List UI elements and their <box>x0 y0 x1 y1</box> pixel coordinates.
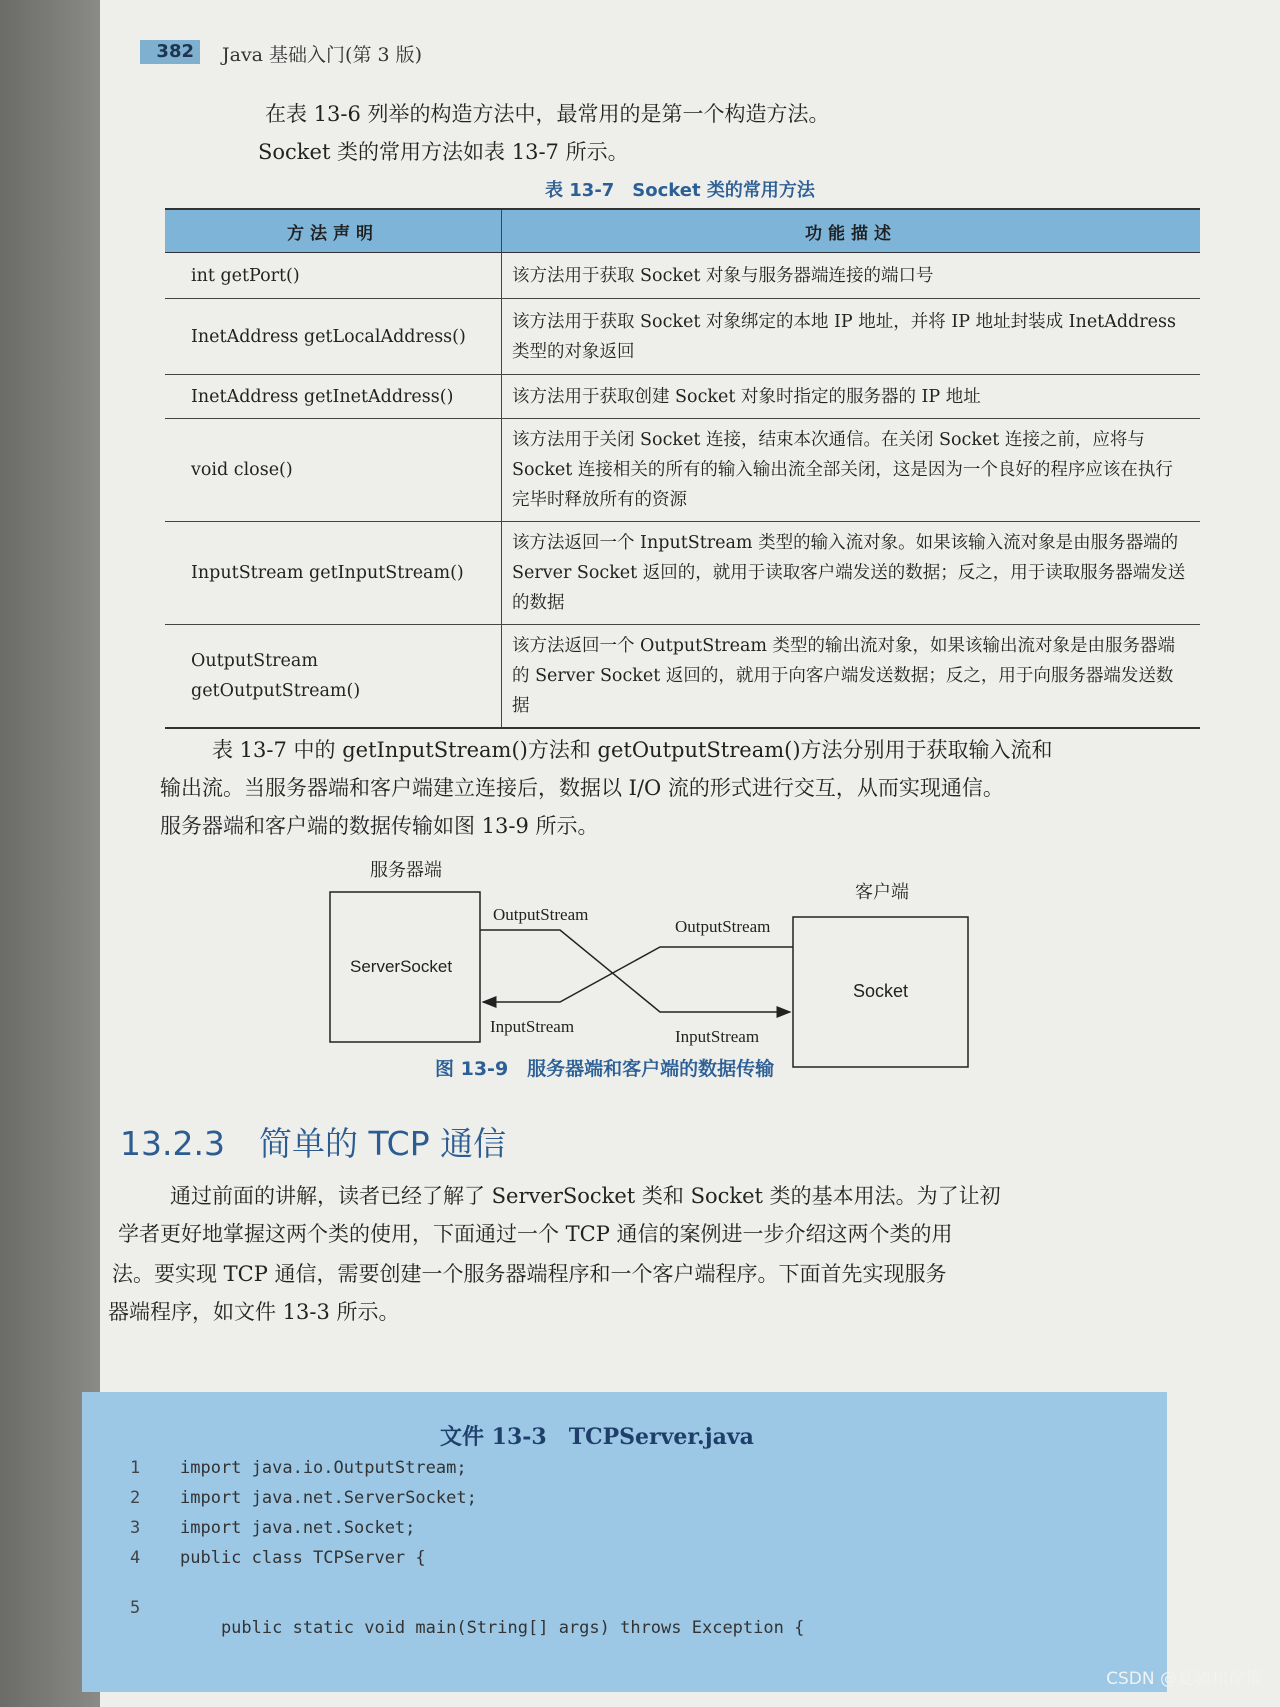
para2-line-2: 输出流。当服务器端和客户端建立连接后，数据以 I/O 流的形式进行交互，从而实现通信。 <box>160 776 1004 800</box>
page-number: 382 <box>140 40 200 64</box>
server-socket-label: ServerSocket <box>350 957 453 976</box>
table-row <box>165 522 1200 625</box>
table-row <box>165 419 1200 522</box>
line-number: 3 <box>130 1518 141 1538</box>
client-output-stream-label: OutputStream <box>675 917 771 936</box>
client-socket-label: Socket <box>853 981 909 1001</box>
figure-caption: 图 13-9 服务器端和客户端的数据传输 <box>435 1058 775 1080</box>
code-file-title: 文件 13-3 TCPServer.java <box>440 1424 754 1450</box>
server-side-label: 服务器端 <box>370 860 442 880</box>
section-heading <box>120 1118 506 1165</box>
line-number: 1 <box>130 1458 141 1478</box>
method-desc: 该方法用于获取 Socket 对象绑定的本地 IP 地址，并将 IP 地址封装成 InetAddress 类型的对象返回 <box>502 299 1201 375</box>
para3-line-2: 学者更好地掌握这两个类的使用，下面通过一个 TCP 通信的案例进一步介绍这两个类的用 <box>118 1222 953 1246</box>
server-output-stream-label: OutputStream <box>493 905 589 924</box>
table-header-row <box>165 209 1200 253</box>
line-number: 5 <box>130 1598 141 1618</box>
running-title: Java 基础入门(第 3 版) <box>222 44 423 66</box>
table-row <box>165 375 1200 419</box>
method-decl: OutputStream getOutputStream() <box>165 625 502 729</box>
method-decl: int getPort() <box>165 253 502 299</box>
code-text: public static void main(String[] args) throws Exception { <box>180 1618 805 1638</box>
para2-line-1: 表 13-7 中的 getInputStream()方法和 getOutputStream()方法分别用于获取输入流和 <box>212 738 1053 762</box>
method-desc: 该方法用于关闭 Socket 连接，结束本次通信。在关闭 Socket 连接之前，应将与 Socket 连接相关的所有的输入输出流全部关闭，这是因为一个良好的程序应该在执行完毕时释放所有的资源 <box>502 419 1201 522</box>
table-row <box>165 299 1200 375</box>
para3-line-1: 通过前面的讲解，读者已经了解了 ServerSocket 类和 Socket 类的基本用法。为了让初 <box>170 1184 1001 1208</box>
methods-table <box>165 208 1200 729</box>
method-desc: 该方法用于获取创建 Socket 对象时指定的服务器的 IP 地址 <box>502 375 1201 419</box>
code-text: import java.net.ServerSocket; <box>180 1488 477 1508</box>
method-desc: 该方法返回一个 OutputStream 类型的输出流对象，如果该输出流对象是由服务器端的 Server Socket 返回的，就用于向客户端发送数据；反之，用于向服务器端发送数据 <box>502 625 1201 729</box>
data-transfer-diagram <box>300 782 1000 1082</box>
para3-line-4: 器端程序，如文件 13-3 所示。 <box>108 1300 400 1324</box>
para2-line-3: 服务器端和客户端的数据传输如图 13-9 所示。 <box>160 814 599 838</box>
table-caption: 表 13-7 Socket 类的常用方法 <box>545 180 815 201</box>
section-number: 13.2.3 <box>120 1124 225 1163</box>
intro-line-2: Socket 类的常用方法如表 13-7 所示。 <box>258 140 629 164</box>
intro-line-1: 在表 13-6 列举的构造方法中，最常用的是第一个构造方法。 <box>265 102 830 126</box>
code-text: import java.io.OutputStream; <box>180 1458 467 1478</box>
line-number: 2 <box>130 1488 141 1508</box>
code-line <box>0 1578 1280 1638</box>
table-row <box>165 253 1200 299</box>
section-title: 简单的 TCP 通信 <box>258 1124 507 1163</box>
header-method-decl: 方法声明 <box>165 209 502 253</box>
method-decl: InetAddress getLocalAddress() <box>165 299 502 375</box>
watermark: CSDN @夏驰和徐策 <box>1106 1669 1262 1689</box>
method-desc: 该方法返回一个 InputStream 类型的输入流对象。如果该输入流对象是由服务器端的 Server Socket 返回的，就用于读取客户端发送的数据；反之，用于读取服务器端发送的数据 <box>502 522 1201 625</box>
client-side-label: 客户端 <box>855 882 909 902</box>
para3-line-3: 法。要实现 TCP 通信，需要创建一个服务器端程序和一个客户端程序。下面首先实现服务 <box>112 1262 947 1286</box>
method-decl: InputStream getInputStream() <box>165 522 502 625</box>
header-method-desc: 功能描述 <box>502 209 1201 253</box>
server-input-stream-label: InputStream <box>490 1017 575 1036</box>
table-row <box>165 625 1200 729</box>
server-to-client-arrow <box>480 930 790 1012</box>
method-desc: 该方法用于获取 Socket 对象与服务器端连接的端口号 <box>502 253 1201 299</box>
line-number: 4 <box>130 1548 141 1568</box>
code-text: public class TCPServer { <box>180 1548 426 1568</box>
client-input-stream-label: InputStream <box>675 1027 760 1046</box>
method-decl: void close() <box>165 419 502 522</box>
code-text: import java.net.Socket; <box>180 1518 416 1538</box>
method-decl: InetAddress getInetAddress() <box>165 375 502 419</box>
